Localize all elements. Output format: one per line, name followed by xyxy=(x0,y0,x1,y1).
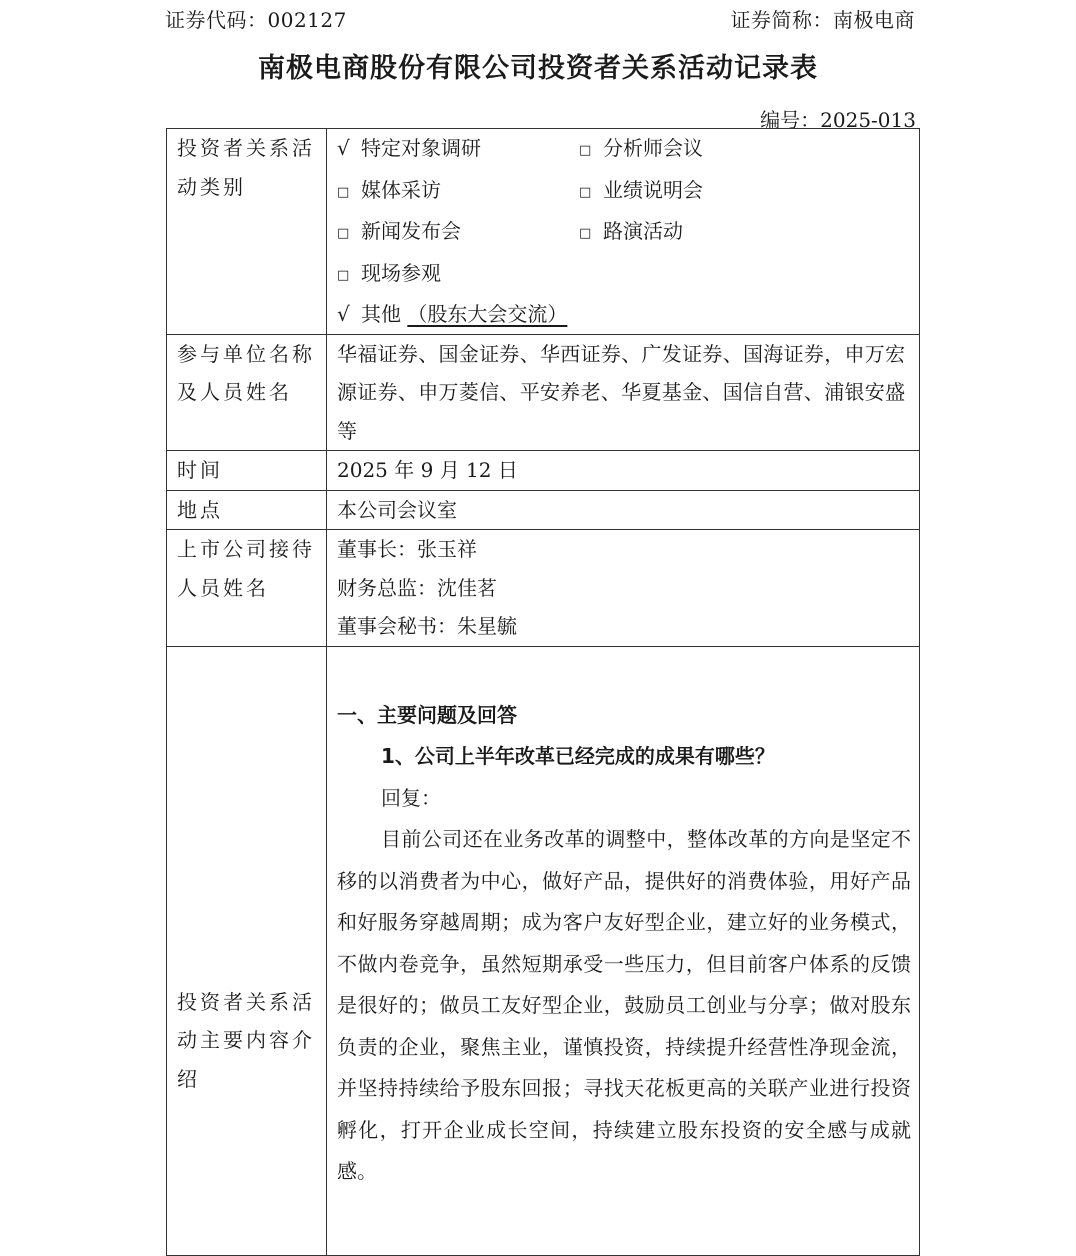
content-row xyxy=(167,646,920,1255)
option-label: 媒体采访 xyxy=(361,177,441,202)
option-item-other xyxy=(337,295,911,334)
time-row xyxy=(167,451,920,491)
document-number: 编号：2025-013 xyxy=(760,108,916,132)
reception-people xyxy=(327,530,920,647)
option-item xyxy=(337,171,579,213)
option-item xyxy=(337,254,579,296)
record-table xyxy=(166,128,920,1256)
reception-row xyxy=(167,530,920,647)
option-label: 新闻发布会 xyxy=(361,219,461,243)
content-body xyxy=(327,646,920,1255)
activity-type-options xyxy=(327,129,920,335)
location-row xyxy=(167,490,920,530)
option-mark: □ xyxy=(337,184,350,200)
time-value: 2025 年 9 月 12 日 xyxy=(327,451,920,491)
reply-label: 回复： xyxy=(381,785,441,810)
option-item xyxy=(337,129,579,171)
participants-row xyxy=(167,334,920,451)
option-mark: √ xyxy=(337,136,350,160)
stock-name: 证券简称：南极电商 xyxy=(730,8,915,32)
question: 1、公司上半年改革已经完成的成果有哪些？ xyxy=(381,744,775,768)
reception-person: 董事会秘书：朱星毓 xyxy=(337,614,517,638)
option-label: 特定对象调研 xyxy=(361,136,481,160)
reception-person: 董事长：张玉祥 xyxy=(337,537,477,561)
reception-person: 财务总监：沈佳茗 xyxy=(337,575,497,600)
activity-type-label: 投资者关系活动类别 xyxy=(167,129,327,335)
time-label: 时间 xyxy=(167,451,327,491)
option-item xyxy=(579,129,911,171)
option-mark: √ xyxy=(337,302,350,326)
location-label: 地点 xyxy=(167,490,327,530)
option-item xyxy=(579,212,911,254)
option-label: 其他 xyxy=(361,302,401,326)
option-label: 现场参观 xyxy=(361,260,441,285)
reception-label: 上市公司接待人员姓名 xyxy=(167,530,327,647)
option-item xyxy=(579,171,911,213)
participants-label: 参与单位名称及人员姓名 xyxy=(167,334,327,451)
option-item xyxy=(337,212,579,254)
option-label: 分析师会议 xyxy=(603,136,703,160)
other-detail: （股东大会交流） xyxy=(407,302,568,326)
option-mark: □ xyxy=(337,267,350,283)
location-value: 本公司会议室 xyxy=(327,490,920,530)
document-title: 南极电商股份有限公司投资者关系活动记录表 xyxy=(258,53,818,84)
option-mark: □ xyxy=(337,226,350,241)
option-mark: □ xyxy=(579,143,592,158)
content-label: 投资者关系活动主要内容介绍 xyxy=(167,646,327,1255)
answer-paragraph: 目前公司还在业务改革的调整中，整体改革的方向是坚定不移的以消费者为中心，做好产品，提供好的消费体验，用好产品和好服务穿越周期；成为客户友好型企业，建立好的业务模式，不做内卷竞争，虽然短期承受一些压力，但目前客户体系的反馈是很好的；做员工友好型企业，鼓励员工创业与分享；做对股东负责的企业，聚焦主业，谨慎投资，持续提升经营性净现金流，并坚持持续给予股东回报；寻找天花板更高的关联产业进行投资孵化，打开企业成长空间，持续建立股东投资的安全感与成就感。 xyxy=(337,827,911,1183)
option-label: 路演活动 xyxy=(603,219,683,243)
stock-code: 证券代码：002127 xyxy=(165,8,347,32)
option-label: 业绩说明会 xyxy=(603,177,703,202)
activity-type-row xyxy=(167,129,920,335)
option-mark: □ xyxy=(579,184,592,200)
option-mark: □ xyxy=(579,226,592,241)
section-title: 一、主要问题及回答 xyxy=(337,702,517,727)
participants-value: 华福证券、国金证券、华西证券、广发证券、国海证券，申万宏源证券、申万菱信、平安养老、华夏基金、国信自营、浦银安盛等 xyxy=(327,334,920,451)
